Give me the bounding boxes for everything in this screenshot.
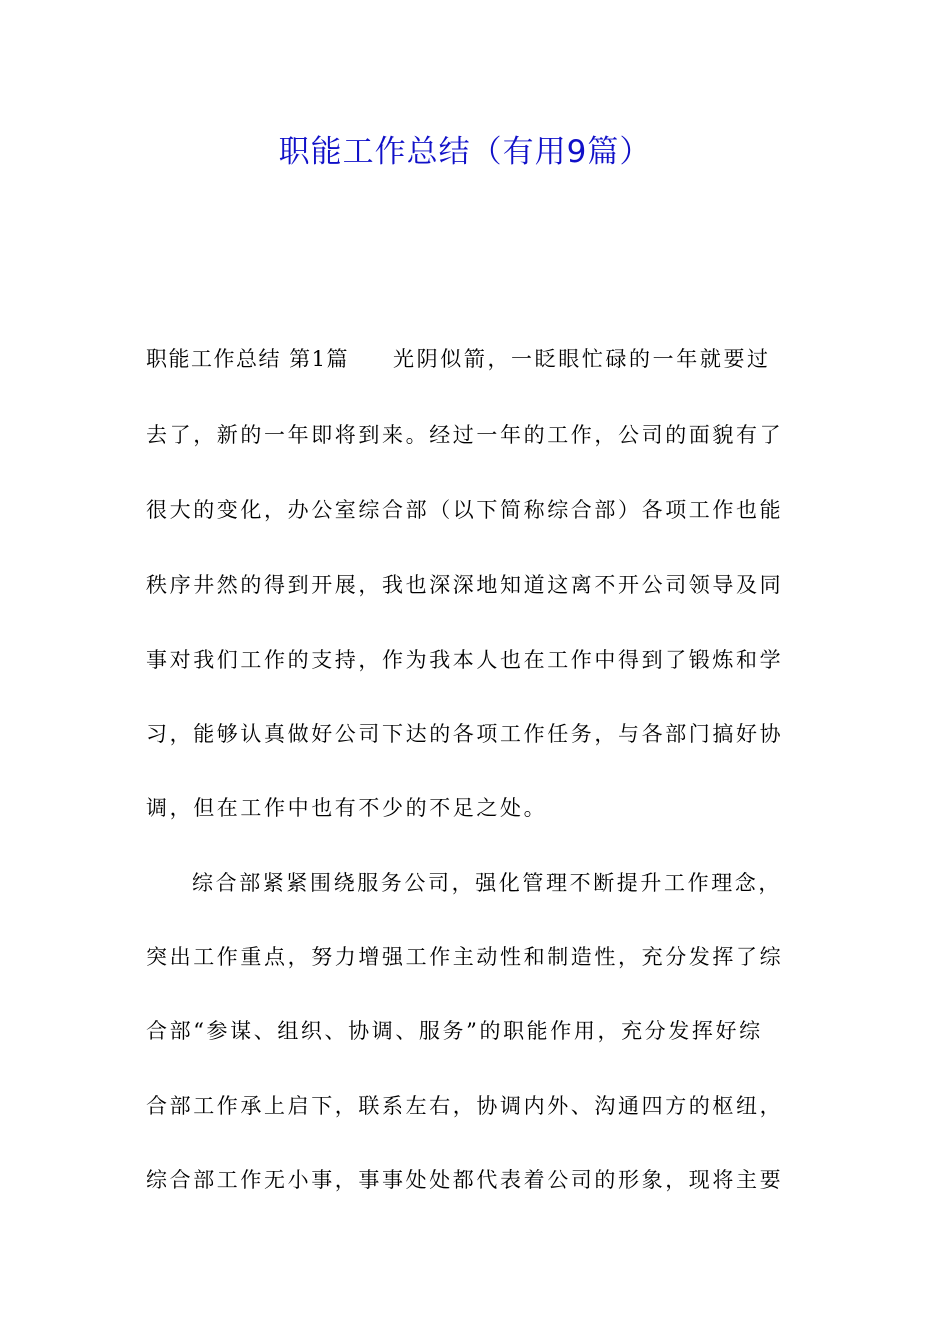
paragraph-text: 光阴似箭，一眨眼忙碌的一年就要过 — [393, 347, 771, 371]
paragraph-line: 很大的变化，办公室综合部（以下简称综合部）各项工作也能 — [146, 498, 784, 522]
section-heading: 职能工作总结 第1篇 — [146, 347, 350, 371]
paragraph-line: 秩序井然的得到开展，我也深深地知道这离不开公司领导及同 — [146, 573, 784, 597]
paragraph-line: 综合部紧紧围绕服务公司，强化管理不断提升工作理念， — [192, 871, 782, 895]
paragraph-line: 调，但在工作中也有不少的不足之处。 — [146, 796, 548, 820]
paragraph-line: 去了，新的一年即将到来。经过一年的工作，公司的面貌有了 — [146, 423, 784, 447]
paragraph-line — [146, 341, 816, 377]
paragraph-line: 突出工作重点，努力增强工作主动性和制造性，充分发挥了综 — [146, 945, 784, 969]
paragraph-line: 合部“参谋、组织、协调、服务”的职能作用，充分发挥好综 — [146, 1019, 763, 1043]
paragraph-line: 综合部工作无小事，事事处处都代表着公司的形象，现将主要 — [146, 1168, 784, 1192]
document-title: 职能工作总结（有用9篇） — [278, 134, 652, 170]
paragraph-line: 事对我们工作的支持，作为我本人也在工作中得到了锻炼和学 — [146, 648, 784, 672]
paragraph-line: 合部工作承上启下，联系左右，协调内外、沟通四方的枢纽， — [146, 1094, 784, 1118]
paragraph-line: 习，能够认真做好公司下达的各项工作任务，与各部门搞好协 — [146, 722, 784, 746]
